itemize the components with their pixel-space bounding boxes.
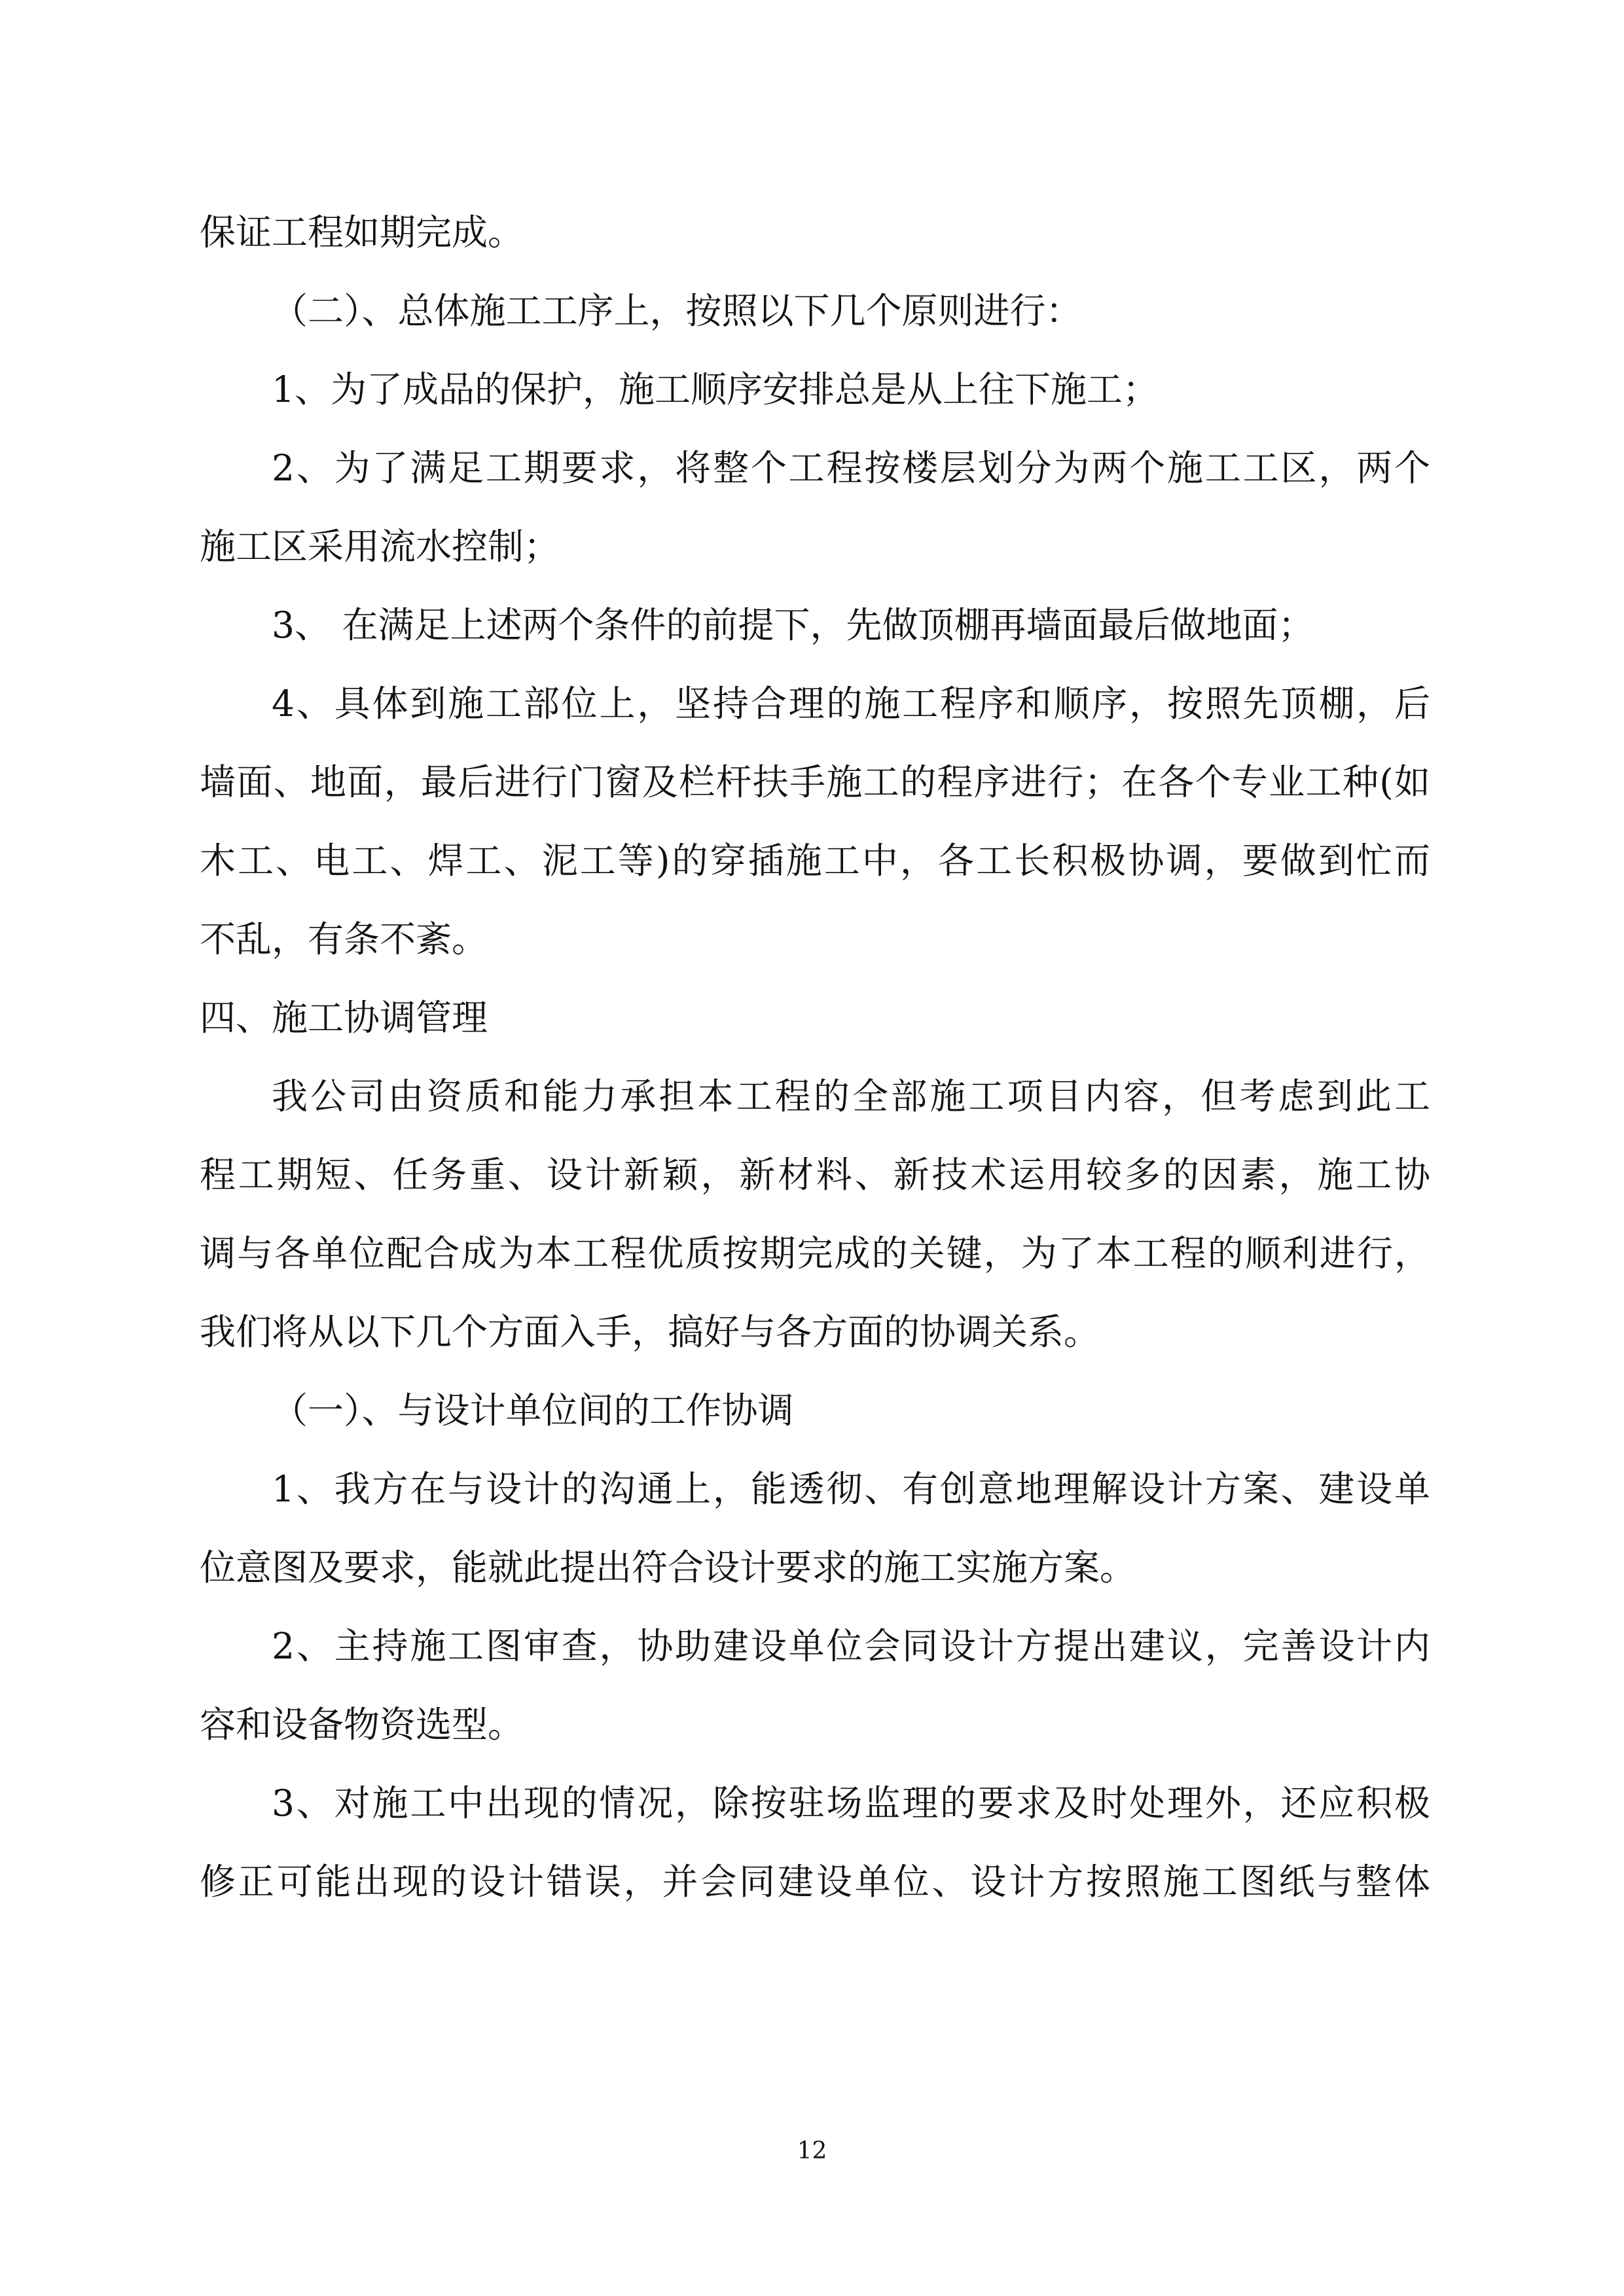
section-heading-1: （一）、与设计单位间的工作协调	[272, 1390, 794, 1431]
section-heading-2: （二）、总体施工工序上，按照以下几个原则进行：	[272, 290, 1082, 332]
coord-item-3-line-1: 3、对施工中出现的情况，除按驻场监理的要求及时处理外，还应积极	[272, 1782, 1430, 1824]
page-number: 12	[797, 2138, 827, 2164]
coord-item-1-line-1: 1、我方在与设计的沟通上，能透彻、有创意地理解设计方案、建设单	[272, 1468, 1430, 1510]
paragraph-line-4: 我们将从以下几个方面入手，搞好与各方面的协调关系。	[200, 1311, 1100, 1353]
list-item-4-line-4: 不乱，有条不紊。	[200, 918, 488, 960]
list-item-4-line-2: 墙面、地面，最后进行门窗及栏杆扶手施工的程序进行；在各个专业工种(如	[200, 761, 1430, 803]
coord-item-2-line-1: 2、主持施工图审查，协助建设单位会同设计方提出建议，完善设计内	[272, 1625, 1430, 1667]
list-item-1: 1、为了成品的保护，施工顺序安排总是从上往下施工；	[272, 368, 1159, 410]
body-text-continuation: 保证工程如期完成。	[200, 211, 524, 253]
list-item-2-line-1: 2、为了满足工期要求，将整个工程按楼层划分为两个施工工区，两个	[272, 447, 1430, 489]
list-item-4-line-3: 木工、电工、焊工、泥工等)的穿插施工中，各工长积极协调，要做到忙而	[200, 840, 1430, 882]
chapter-heading-4: 四、施工协调管理	[200, 997, 488, 1039]
coord-item-3-line-2: 修正可能出现的设计错误，并会同建设单位、设计方按照施工图纸与整体	[200, 1861, 1430, 1903]
list-item-4-line-1: 4、具体到施工部位上，坚持合理的施工程序和顺序，按照先顶棚，后	[272, 683, 1430, 725]
coord-item-2-line-2: 容和设备物资选型。	[200, 1704, 524, 1746]
list-item-3: 3、 在满足上述两个条件的前提下，先做顶棚再墙面最后做地面；	[272, 604, 1314, 646]
coord-item-1-line-2: 位意图及要求，能就此提出符合设计要求的施工实施方案。	[200, 1547, 1136, 1588]
paragraph-line-1: 我公司由资质和能力承担本工程的全部施工项目内容，但考虑到此工	[272, 1075, 1430, 1117]
list-item-2-line-2: 施工区采用流水控制；	[200, 526, 560, 567]
paragraph-line-2: 程工期短、任务重、设计新颖，新材料、新技术运用较多的因素，施工协	[200, 1154, 1430, 1196]
paragraph-line-3: 调与各单位配合成为本工程优质按期完成的关键，为了本工程的顺利进行，	[200, 1232, 1430, 1274]
